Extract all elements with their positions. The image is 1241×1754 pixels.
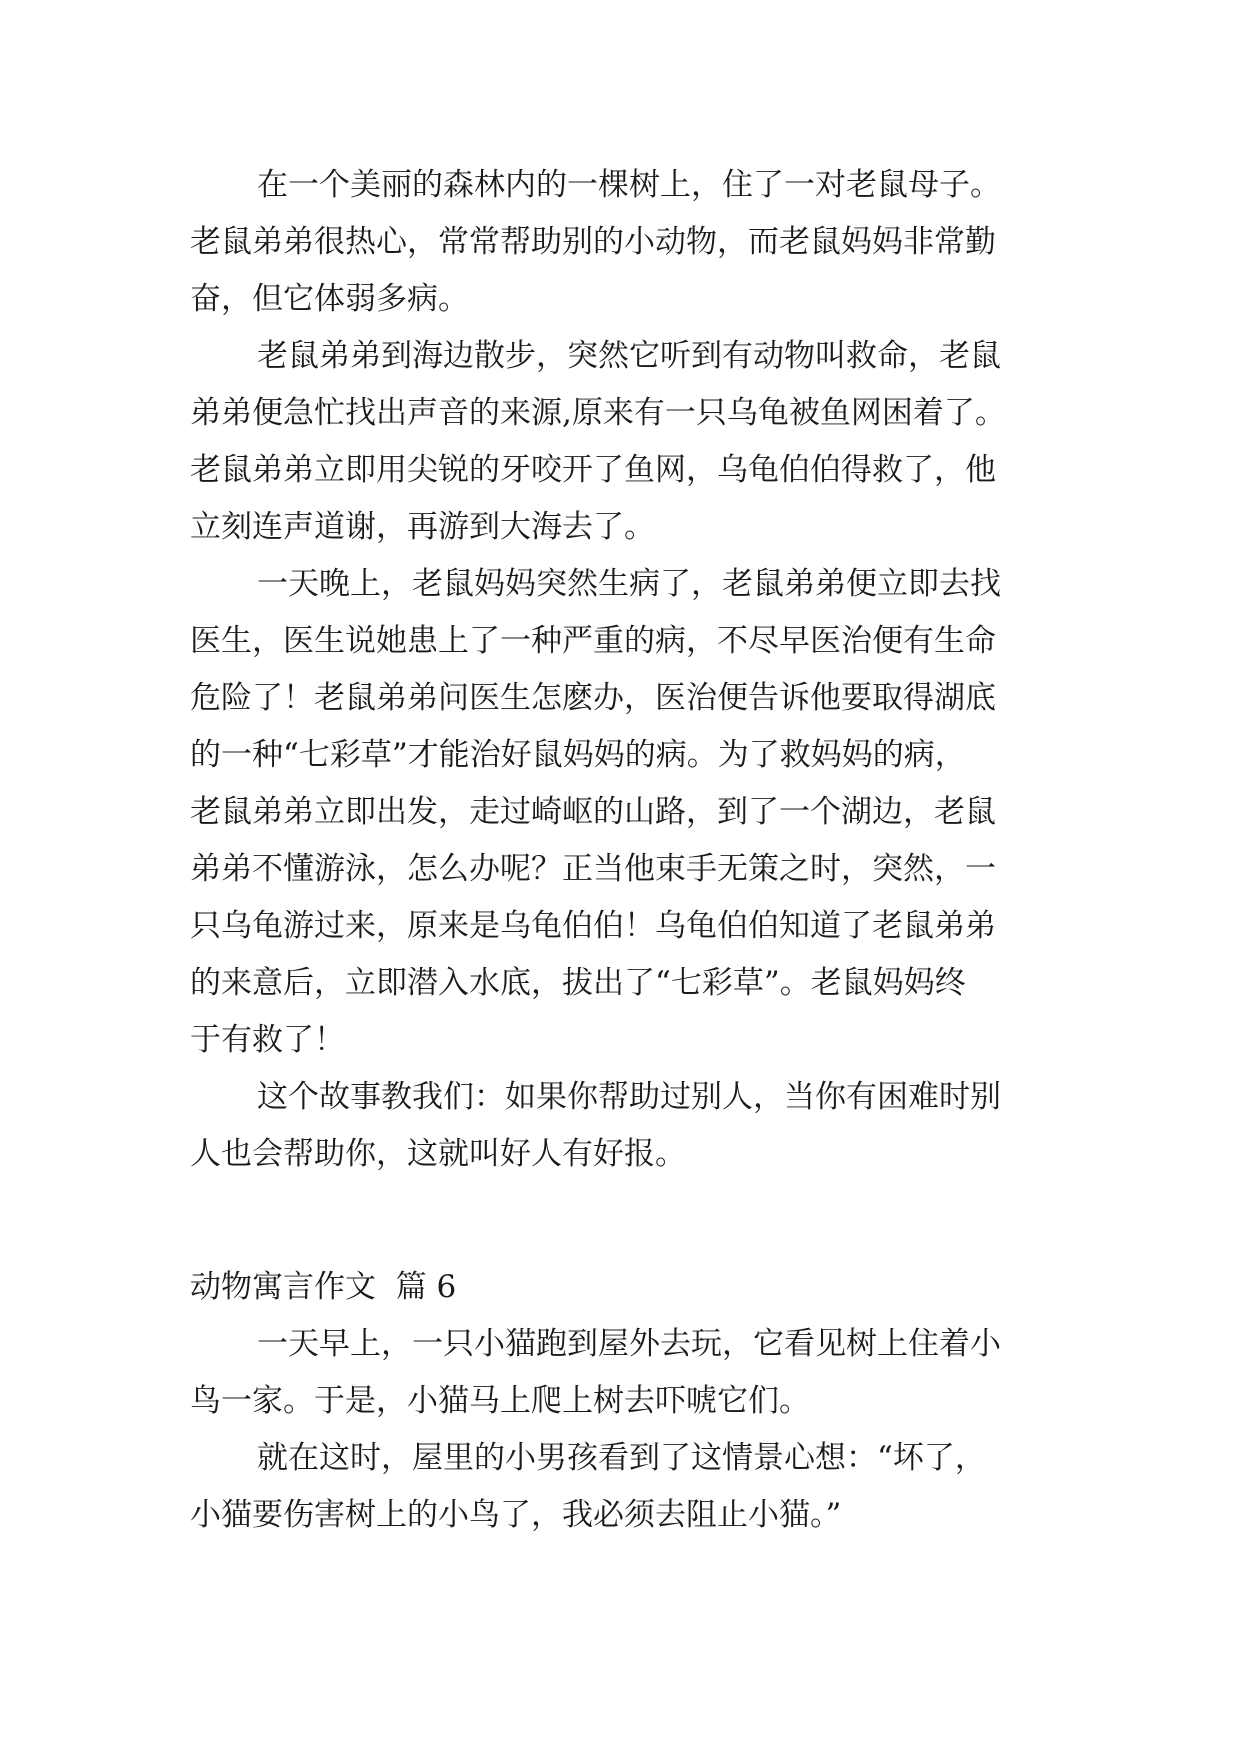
paragraph-line: 于有救了！ — [190, 1022, 345, 1058]
paragraph-line: 一天早上，一只小猫跑到屋外去玩，它看见树上住着小 — [257, 1326, 1001, 1362]
paragraph-line: 立刻连声道谢，再游到大海去了。 — [190, 509, 655, 545]
paragraph-line: 这个故事教我们：如果你帮助过别人，当你有困难时别 — [257, 1079, 1001, 1115]
section-heading: 动物寓言作文 篇 6 — [190, 1269, 457, 1305]
paragraph-line: 弟弟不懂游泳，怎么办呢？正当他束手无策之时，突然，一 — [190, 851, 996, 887]
paragraph-line: 在一个美丽的森林内的一棵树上，住了一对老鼠母子。 — [257, 167, 1001, 203]
paragraph-line: 鸟一家。于是，小猫马上爬上树去吓唬它们。 — [190, 1383, 810, 1419]
paragraph-line: 老鼠弟弟立即出发，走过崎岖的山路，到了一个湖边，老鼠 — [190, 794, 996, 830]
paragraph-line: 人也会帮助你，这就叫好人有好报。 — [190, 1136, 686, 1172]
paragraph-line: 一天晚上，老鼠妈妈突然生病了，老鼠弟弟便立即去找 — [257, 566, 1001, 602]
paragraph-line: 老鼠弟弟立即用尖锐的牙咬开了鱼网，乌龟伯伯得救了，他 — [190, 452, 996, 488]
paragraph-line: 危险了！老鼠弟弟问医生怎麽办，医治便告诉他要取得湖底 — [190, 680, 996, 716]
paragraph-line: 的一种“七彩草”才能治好鼠妈妈的病。为了救妈妈的病， — [190, 737, 966, 773]
paragraph-line: 医生，医生说她患上了一种严重的病，不尽早医治便有生命 — [190, 623, 996, 659]
paragraph-line: 就在这时，屋里的小男孩看到了这情景心想：“坏了， — [257, 1440, 986, 1476]
paragraph-line: 弟弟便急忙找出声音的来源,原来有一只乌龟被鱼网困着了。 — [190, 395, 1006, 431]
paragraph-line: 老鼠弟弟到海边散步，突然它听到有动物叫救命，老鼠 — [257, 338, 1001, 374]
paragraph-line: 小猫要伤害树上的小鸟了，我必须去阻止小猫。” — [190, 1497, 842, 1533]
paragraph-line: 老鼠弟弟很热心，常常帮助别的小动物，而老鼠妈妈非常勤 — [190, 224, 996, 260]
paragraph-line: 只乌龟游过来，原来是乌龟伯伯！乌龟伯伯知道了老鼠弟弟 — [190, 908, 996, 944]
paragraph-line: 的来意后，立即潜入水底，拔出了“七彩草”。老鼠妈妈终 — [190, 965, 966, 1001]
paragraph-line: 奋，但它体弱多病。 — [190, 281, 469, 317]
